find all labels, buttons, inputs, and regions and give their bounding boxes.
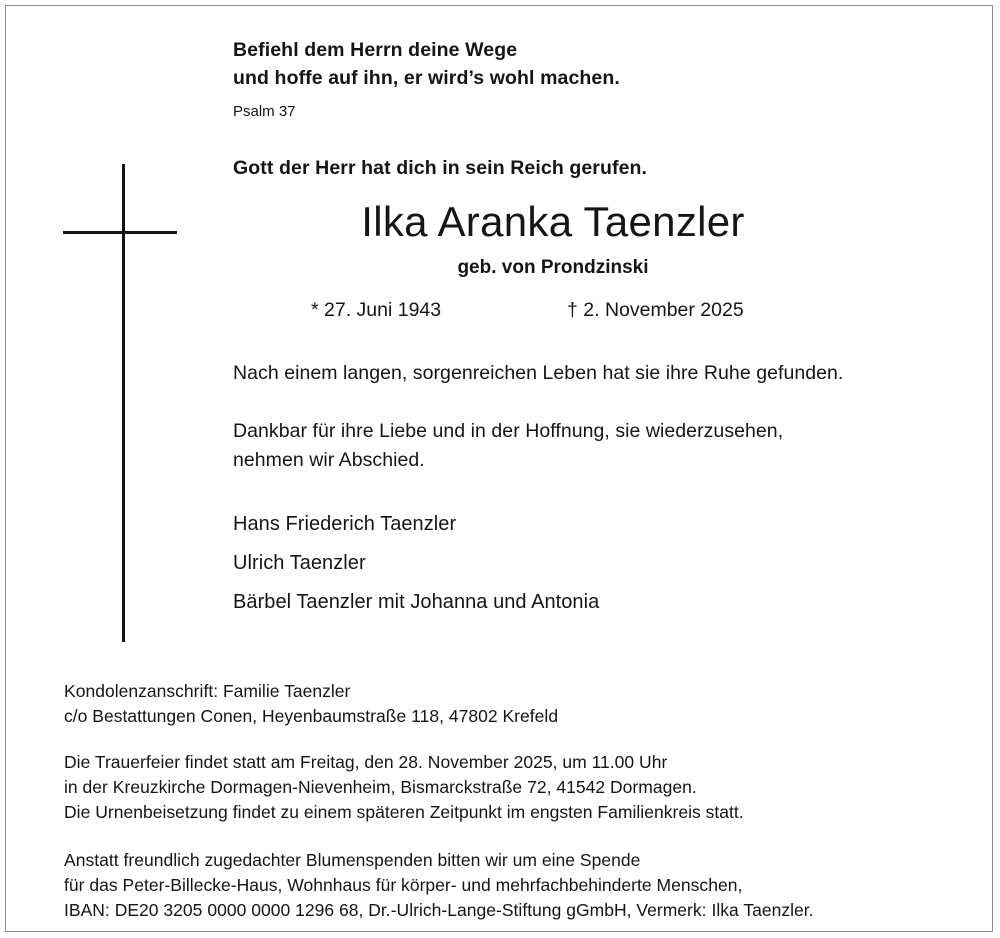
name-block [233, 196, 873, 323]
survivors-list [233, 505, 973, 622]
funeral-line-3: Die Urnenbeisetzung findet zu einem späteren Zeitpunkt im engsten Familienkreis statt. [64, 802, 744, 822]
farewell-line-2: nehmen wir Abschied. [233, 449, 425, 471]
donation-line-3: IBAN: DE20 3205 0000 0000 1296 68, Dr.-Ulrich-Lange-Stiftung gGmbH, Vermerk: Ilka Taenzler. [64, 900, 814, 920]
maiden-name: geb. von Prondzinski [457, 257, 649, 278]
rest-text: Nach einem langen, sorgenreichen Leben hat sie ihre Ruhe gefunden. [233, 362, 844, 384]
funeral-line-2: in der Kreuzkirche Dormagen-Nievenheim, Bismarckstraße 72, 41542 Dormagen. [64, 777, 697, 797]
life-dates-row [233, 297, 873, 323]
condolence-line-1: Kondolenzanschrift: Familie Taenzler [64, 681, 351, 701]
list-item: Ulrich Taenzler [233, 552, 366, 574]
verse-source: Psalm 37 [233, 103, 296, 120]
deceased-name: Ilka Aranka Taenzler [361, 198, 745, 245]
list-item: Hans Friederich Taenzler [233, 513, 457, 535]
birth-date: * 27. Juni 1943 [311, 299, 442, 321]
donation-block [64, 848, 974, 923]
farewell-line-1: Dankbar für ihre Liebe und in der Hoffnung, sie wiederzusehen, [233, 420, 784, 442]
donation-line-1: Anstatt freundlich zugedachter Blumenspenden bitten wir um eine Spende [64, 850, 641, 870]
lower-content-block [64, 679, 974, 923]
verse-block [233, 36, 973, 122]
death-date: † 2. November 2025 [567, 299, 744, 321]
farewell-block [233, 417, 973, 475]
cross-vertical-bar [122, 164, 125, 642]
upper-content-column [233, 36, 973, 622]
verse-line-2: und hoffe auf ihn, er wird’s wohl machen. [233, 67, 620, 89]
verse-line-1: Befiehl dem Herrn deine Wege [233, 39, 518, 61]
called-home-line: Gott der Herr hat dich in sein Reich gerufen. [233, 157, 648, 179]
condolence-line-2: c/o Bestattungen Conen, Heyenbaumstraße 118, 47802 Krefeld [64, 706, 559, 726]
donation-line-2: für das Peter-Billecke-Haus, Wohnhaus für körper- und mehrfachbehinderte Menschen, [64, 875, 743, 895]
list-item: Bärbel Taenzler mit Johanna und Antonia [233, 591, 600, 613]
christian-cross-icon [63, 164, 177, 642]
condolence-address-block [64, 679, 974, 729]
funeral-details-block [64, 750, 974, 825]
cross-horizontal-bar [63, 231, 177, 234]
funeral-line-1: Die Trauerfeier findet statt am Freitag, den 28. November 2025, um 11.00 Uhr [64, 752, 668, 772]
